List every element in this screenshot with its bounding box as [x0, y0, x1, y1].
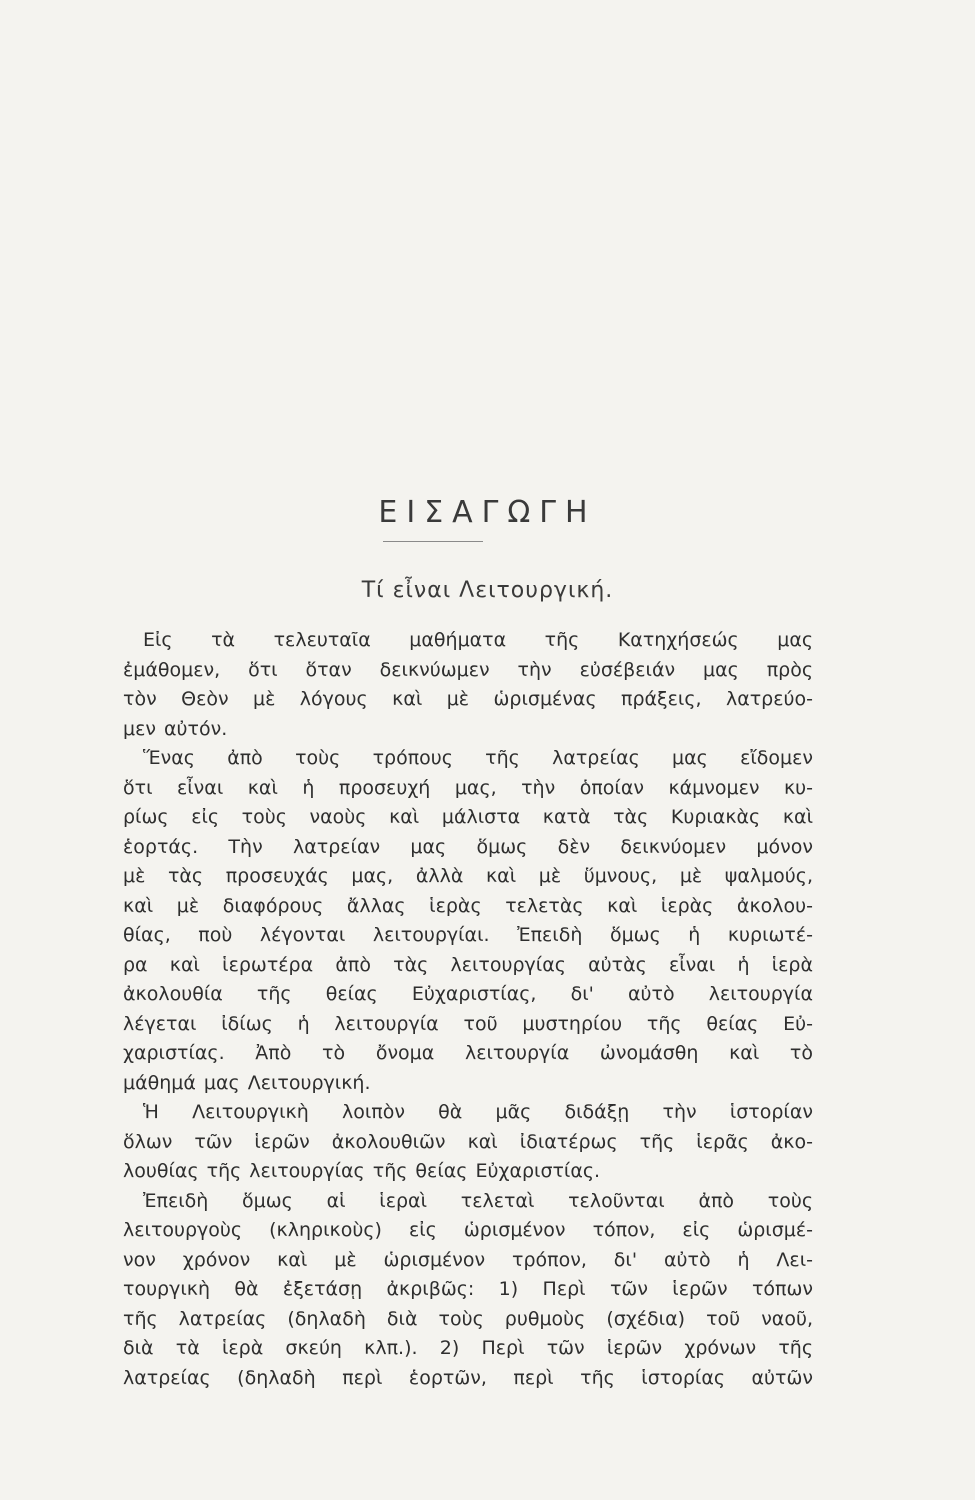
- text-line: ἑορτάς. Τὴν λατρείαν μας ὅμως δὲν δεικνύομεν μόνον: [123, 835, 813, 858]
- text-line: μὲ τὰς προσευχάς μας, ἀλλὰ καὶ μὲ ὕμνους, μὲ ψαλμούς,: [123, 865, 813, 887]
- text-line: νον χρόνον καὶ μὲ ὡρισμένον τρόπον, δι' αὐτὸ ἡ Λει-: [123, 1248, 813, 1271]
- chapter-title: ΕΙΣΑΓΩΓΗ: [378, 495, 597, 530]
- text-line: ὅτι εἶναι καὶ ἡ προσευχή μας, τὴν ὁποίαν κάμνομεν κυ-: [123, 776, 813, 799]
- text-line: χαριστίας. Ἀπὸ τὸ ὄνομα λειτουργία ὠνομάσθη καὶ τὸ: [123, 1042, 813, 1064]
- text-line: τὸν Θεὸν μὲ λόγους καὶ μὲ ὡρισμένας πράξεις, λατρεύο-: [123, 688, 813, 710]
- text-line: ἐμάθομεν, ὅτι ὅταν δεικνύωμεν τὴν εὐσέβειάν μας πρὸς: [123, 658, 813, 681]
- text-line: Ἕνας ἀπὸ τοὺς τρόπους τῆς λατρείας μας εἴδομεν: [143, 747, 813, 769]
- body-text: [123, 626, 813, 1393]
- text-line: ρίως εἰς τοὺς ναοὺς καὶ μάλιστα κατὰ τὰς Κυριακὰς καὶ: [123, 806, 813, 828]
- text-line: λατρείας (δηλαδὴ περὶ ἑορτῶν, περὶ τῆς ἱστορίας αὐτῶν: [123, 1366, 813, 1389]
- text-line: μεν αὐτόν.: [123, 717, 228, 740]
- text-line: λειτουργοὺς (κληρικοὺς) εἰς ὡρισμένον τόπον, εἰς ὡρισμέ-: [123, 1219, 813, 1241]
- text-line: θίας, ποὺ λέγονται λειτουργίαι. Ἐπειδὴ ὅμως ἡ κυριωτέ-: [123, 924, 813, 946]
- section-subtitle: Τί εἶναι Λειτουργική.: [361, 578, 614, 603]
- text-line: διὰ τὰ ἱερὰ σκεύη κλπ.). 2) Περὶ τῶν ἱερῶν χρόνων τῆς: [123, 1337, 813, 1359]
- text-line: ἀκολουθία τῆς θείας Εὐχαριστίας, δι' αὐτὸ λειτουργία: [123, 983, 813, 1005]
- text-line: τῆς λατρείας (δηλαδὴ διὰ τοὺς ρυθμοὺς (σχέδια) τοῦ ναοῦ,: [123, 1307, 813, 1330]
- text-line: ὅλων τῶν ἱερῶν ἀκολουθιῶν καὶ ἰδιατέρως τῆς ἱερᾶς ἀκο-: [123, 1130, 813, 1153]
- text-line: Εἰς τὰ τελευταῖα μαθήματα τῆς Κατηχήσεώς μας: [143, 629, 813, 651]
- text-line: τουργικὴ θὰ ἐξετάσῃ ἀκριβῶς: 1) Περὶ τῶν ἱερῶν τόπων: [123, 1278, 813, 1300]
- text-line: λουθίας τῆς λειτουργίας τῆς θείας Εὐχαριστίας.: [123, 1160, 601, 1182]
- text-line: Ἐπειδὴ ὅμως αἱ ἱεραὶ τελεταὶ τελοῦνται ἀπὸ τοὺς: [143, 1189, 813, 1212]
- text-line: Ἡ Λειτουργικὴ λοιπὸν θὰ μᾶς διδάξῃ τὴν ἱστορίαν: [143, 1101, 813, 1123]
- title-underline: [383, 541, 483, 542]
- text-line: μάθημά μας Λειτουργική.: [123, 1071, 371, 1094]
- text-line: καὶ μὲ διαφόρους ἄλλας ἱερὰς τελετὰς καὶ ἱερὰς ἀκολου-: [123, 894, 813, 917]
- text-line: ρα καὶ ἱερωτέρα ἀπὸ τὰς λειτουργίας αὐτὰς εἶναι ἡ ἱερὰ: [123, 953, 813, 976]
- text-line: λέγεται ἰδίως ἡ λειτουργία τοῦ μυστηρίου τῆς θείας Εὐ-: [123, 1012, 813, 1035]
